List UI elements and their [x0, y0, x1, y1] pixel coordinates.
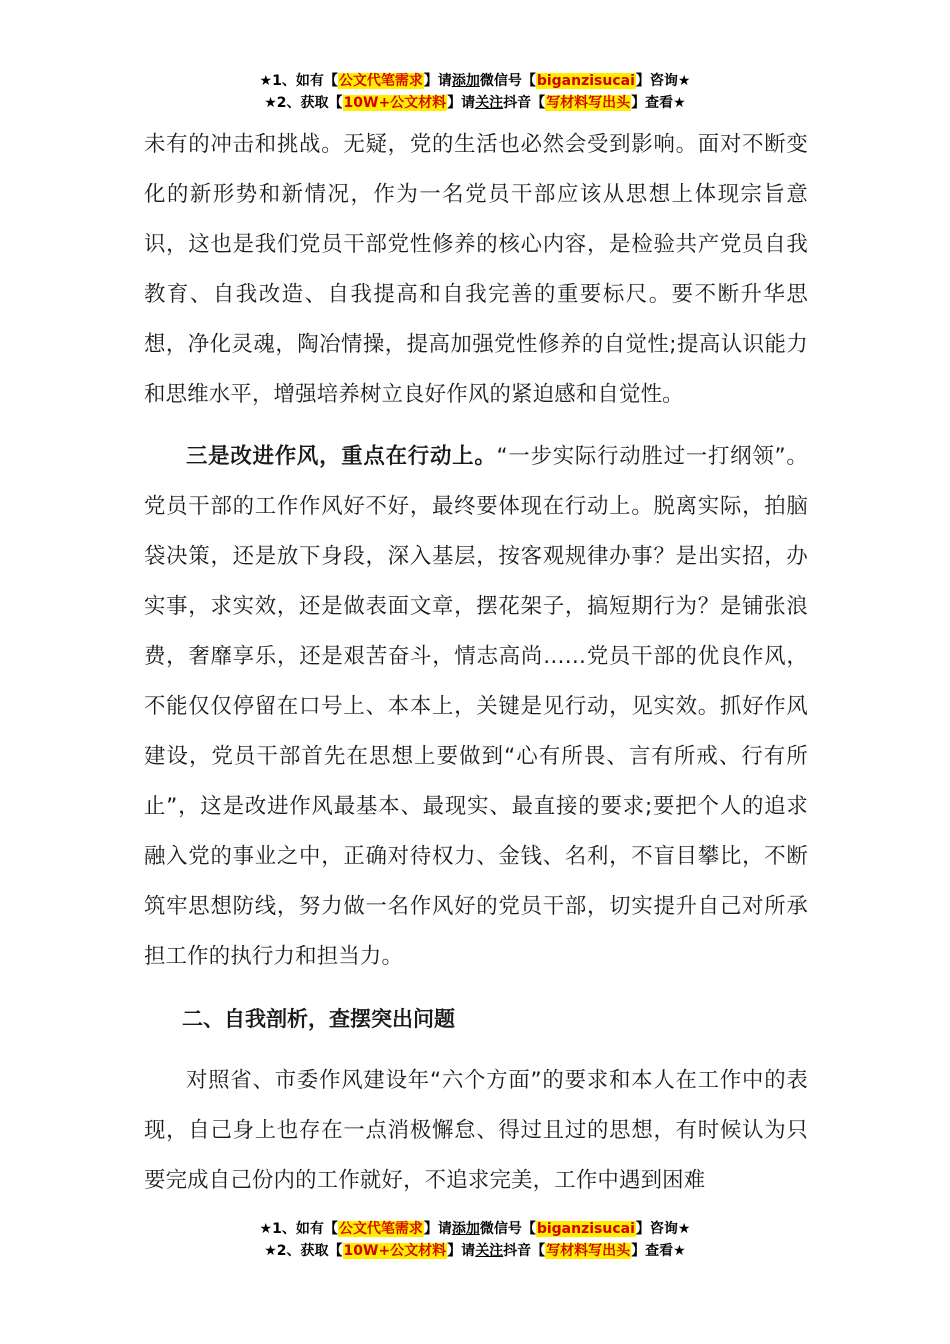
banner-text: 】请	[447, 1243, 476, 1259]
banner-line-1	[0, 70, 950, 92]
banner-text: 】请	[423, 1221, 452, 1237]
banner-highlight: 写材料写出头	[546, 95, 631, 111]
banner-text: ★1、如有【	[259, 73, 338, 89]
banner-text: 】请	[423, 73, 452, 89]
banner-text: 抖音【	[503, 95, 546, 111]
banner-underline: 关注	[475, 1243, 504, 1259]
banner-text: 微信号【	[479, 1221, 536, 1237]
point-three-text: “一步实际行动胜过一打纲领”。党员干部的工作作风好不好，最终要体现在行动上。脱离实际，拍脑袋决策，还是放下身段，深入基层，按客观规律办事？是出实招，办实事，求实效，还是做表面文章，摆花架子，搞短期行为？是铺张浪费，奢靡享乐，还是艰苦奋斗，情志高尚……党员干部的优良作风，不能仅仅停留在口号上、本本上，关键是见行动，见实效。抓好作风建设，党员干部首先在思想上要做到“心有所畏、言有所戒、行有所止”，这是改进作风最基本、最现实、最直接的要求;要把个人的追求融入党的事业之中，正确对待权力、金钱、名利，不盲目攀比，不断筑牢思想防线，努力做一名作风好的党员干部，切实提升自己对所承担工作的执行力和担当力。	[144, 444, 808, 969]
banner-highlight: 公文代笔需求	[338, 73, 423, 89]
banner-highlight: biganzisucai	[536, 73, 635, 89]
paragraph-self-analysis: 对照省、市委作风建设年“六个方面”的要求和本人在工作中的表现，自己身上也存在一点消极懈怠、得过且过的思想，有时候认为只要完成自己份内的工作就好，不追求完美，工作中遇到困难	[144, 1068, 808, 1193]
banner-highlight: biganzisucai	[536, 1221, 635, 1237]
banner-highlight: 10W+公文材料	[343, 95, 447, 111]
banner-text: ★2、获取【	[264, 1243, 343, 1259]
banner-underline: 添加	[451, 1221, 480, 1237]
banner-line-1	[0, 1218, 950, 1240]
section-heading: 二、自我剖析，查摆突出问题	[182, 1007, 455, 1031]
banner-text: 微信号【	[479, 73, 536, 89]
banner-line-2	[0, 92, 950, 114]
paragraph-point-three	[144, 432, 808, 982]
banner-text: 】查看★	[631, 95, 686, 111]
banner-highlight: 写材料写出头	[546, 1243, 631, 1259]
banner-underline: 关注	[475, 95, 504, 111]
banner-text: 抖音【	[503, 1243, 546, 1259]
banner-text: 】咨询★	[635, 1221, 691, 1237]
point-three-lead: 三是改进作风，重点在行动上。	[186, 444, 497, 469]
banner-text: 】查看★	[631, 1243, 686, 1259]
banner-underline: 添加	[451, 73, 480, 89]
banner-text: 】请	[447, 95, 476, 111]
paragraph-continuation: 未有的冲击和挑战。无疑，党的生活也必然会受到影响。面对不断变化的新形势和新情况，作为一名党员干部应该从思想上体现宗旨意识，这也是我们党员干部党性修养的核心内容，是检验共产党员自我教育、自我改造、自我提高和自我完善的重要标尺。要不断升华思想，净化灵魂，陶冶情操，提高加强党性修养的自觉性;提高认识能力和思维水平，增强培养树立良好作风的紧迫感和自觉性。	[144, 132, 808, 407]
banner-text: ★2、获取【	[264, 95, 343, 111]
banner-line-2	[0, 1240, 950, 1262]
banner-text: 】咨询★	[635, 73, 691, 89]
top-banner	[0, 70, 950, 114]
bottom-banner	[0, 1218, 950, 1262]
banner-highlight: 10W+公文材料	[343, 1243, 447, 1259]
banner-text: ★1、如有【	[259, 1221, 338, 1237]
banner-highlight: 公文代笔需求	[338, 1221, 423, 1237]
document-body	[144, 120, 808, 1206]
